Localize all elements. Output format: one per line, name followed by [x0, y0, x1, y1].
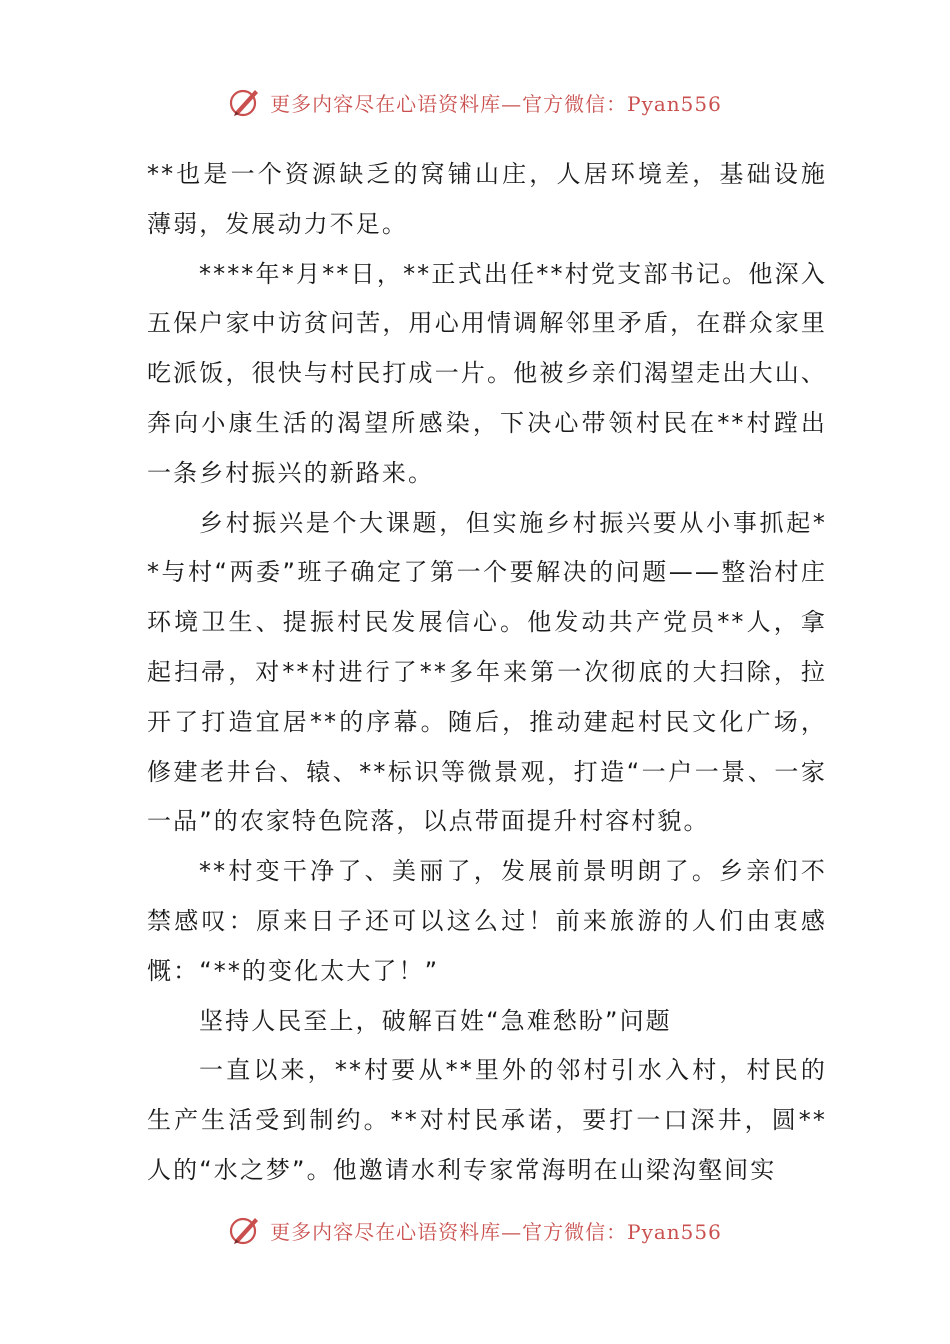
- banner-text: 更多内容尽在心语资料库—官方微信：Pyan556: [270, 91, 722, 116]
- banner-text: 更多内容尽在心语资料库—官方微信：Pyan556: [270, 1219, 722, 1244]
- pen-logo-icon: [228, 85, 262, 119]
- paragraph-2: ****年*月**日，**正式出任**村党支部书记。他深入五保户家中访贫问苦，用心用情调解邻里矛盾，在群众家里吃派饭，很快与村民打成一片。他被乡亲们渴望走出大山、奔向小康生活的渴望所感染，下决心带领村民在**村蹚出一条乡村振兴的新路来。: [147, 259, 827, 487]
- footer-banner: [0, 1208, 950, 1252]
- paragraph-3: 乡村振兴是个大课题，但实施乡村振兴要从小事抓起**与村“两委”班子确定了第一个要解决的问题——整治村庄环境卫生、提振村民发展信心。他发动共产党员**人，拿起扫帚，对**村进行了**多年来第一次彻底的大扫除，拉开了打造宜居**的序幕。随后，推动建起村民文化广场，修建老井台、辕、**标识等微景观，打造“一户一景、一家一品”的农家特色院落，以点带面提升村容村貌。: [147, 508, 827, 836]
- document-body: [147, 150, 827, 1196]
- pen-logo-icon: [228, 1213, 262, 1247]
- paragraph-5: 一直以来，**村要从**里外的邻村引水入村，村民的生产生活受到制约。**对村民承诺，要打一口深井，圆**人的“水之梦”。他邀请水利专家常海明在山梁沟壑间实: [147, 1056, 827, 1184]
- paragraph-1: **也是一个资源缺乏的窝铺山庄，人居环境差，基础设施薄弱，发展动力不足。: [147, 160, 827, 238]
- header-banner: [0, 80, 950, 124]
- section-heading: 坚持人民至上，破解百姓“急难愁盼”问题: [199, 1006, 672, 1035]
- paragraph-4: **村变干净了、美丽了，发展前景明朗了。乡亲们不禁感叹：原来日子还可以这么过！前来旅游的人们由衷感慨：“**的变化太大了！”: [147, 857, 827, 985]
